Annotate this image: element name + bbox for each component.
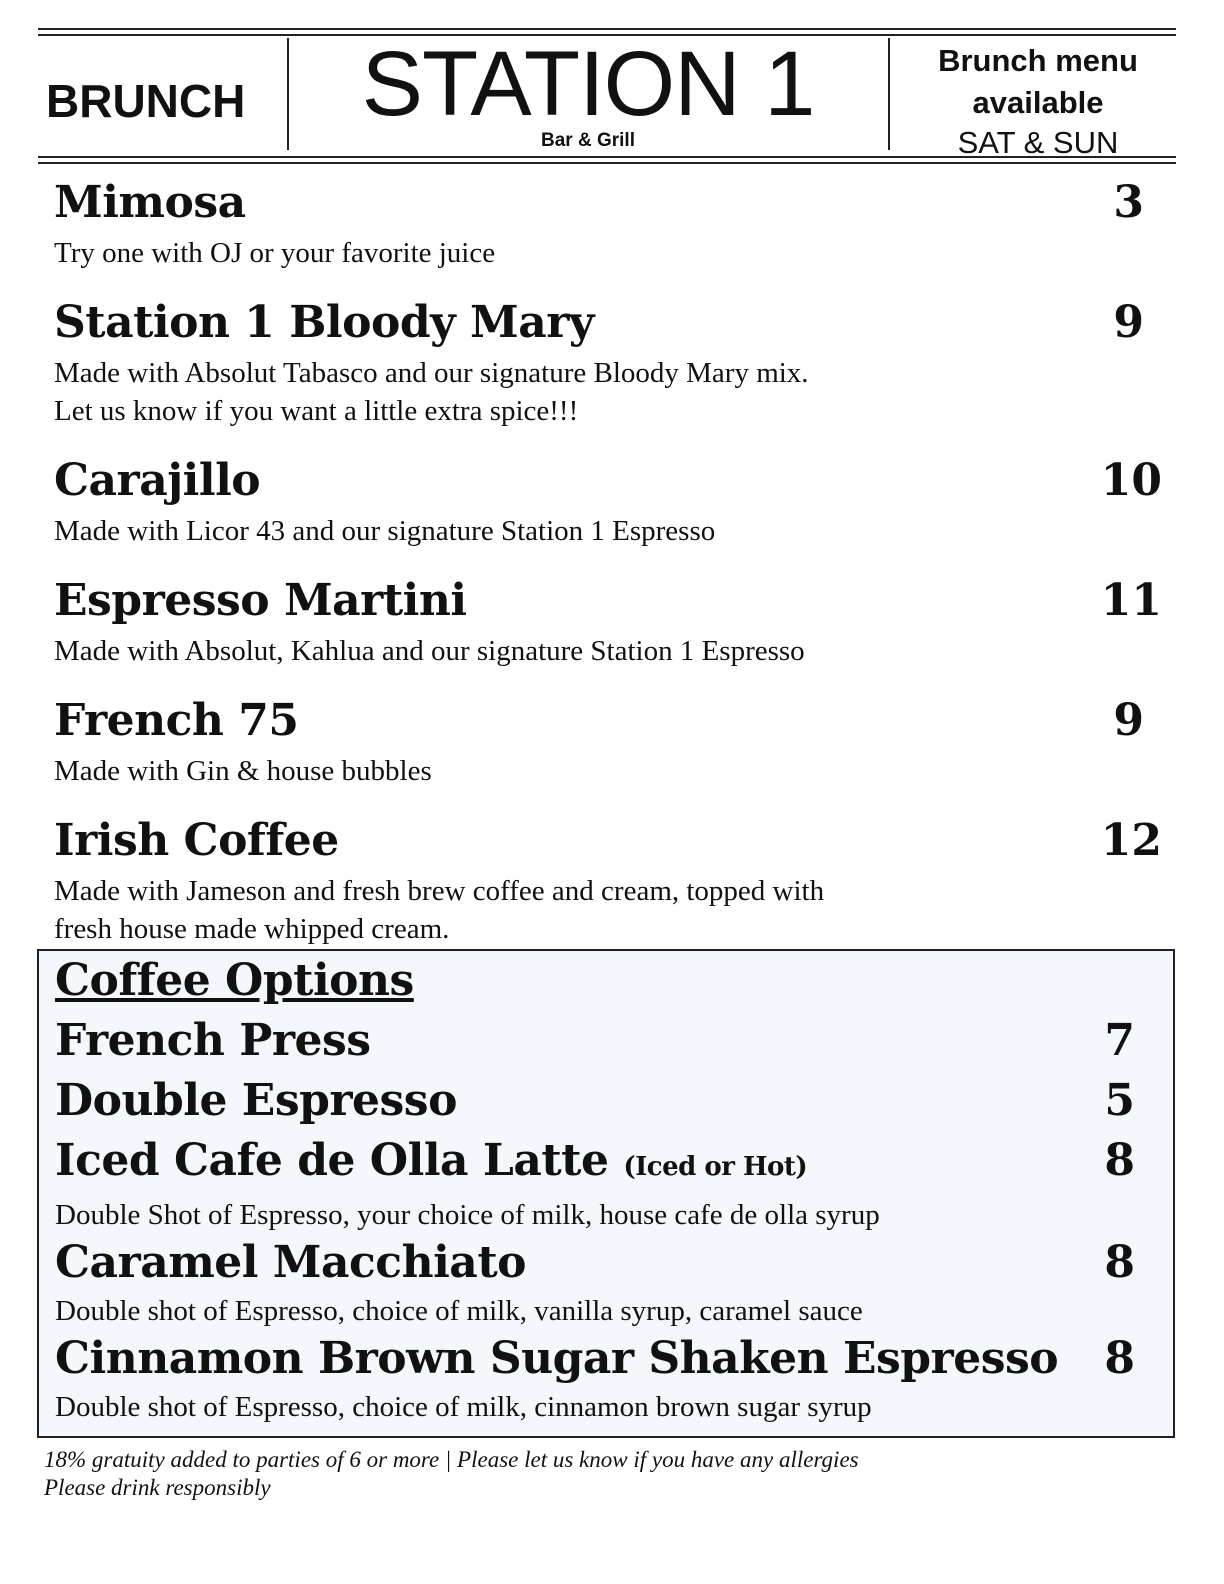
responsibility-note: Please drink responsibly [44,1475,271,1500]
item-price: 9 [1113,695,1144,746]
item-description: Made with Jameson and fresh brew coffee and cream, topped with [54,875,825,907]
item-price: 11 [1100,575,1162,626]
coffee-item-name: Double Espresso [55,1075,457,1126]
availability-note [890,40,1186,162]
drink-list [54,172,1164,968]
brand-subtitle: Bar & Grill [541,130,635,151]
coffee-item-name: French Press [55,1015,371,1066]
coffee-item-price: 7 [1104,1015,1135,1066]
item-price: 10 [1100,455,1162,506]
item-price: 3 [1113,177,1144,228]
gratuity-note: 18% gratuity added to parties of 6 or more | Please let us know if you have any allergies [44,1447,859,1472]
item-description: Try one with OJ or your favorite juice [54,237,496,269]
menu-item-bloody-mary [54,292,1164,430]
item-name: French 75 [54,695,299,746]
coffee-item-name-row [55,1131,1135,1197]
item-description: Made with Absolut, Kahlua and our signature Station 1 Espresso [54,635,805,667]
menu-item-irish-coffee [54,810,1164,948]
coffee-item-cafe-de-olla-latte [55,1131,1135,1233]
item-description: Made with Absolut Tabasco and our signature Bloody Mary mix. [54,357,809,389]
menu-item-french-75 [54,690,1164,790]
coffee-item-name: Cinnamon Brown Sugar Shaken Espresso [55,1333,1059,1384]
menu-footer [44,1446,859,1502]
item-description: fresh house made whipped cream. [54,913,450,945]
coffee-item-price: 8 [1104,1237,1135,1288]
item-name: Irish Coffee [54,815,339,866]
menu-item-carajillo [54,450,1164,550]
item-name: Mimosa [54,177,246,228]
coffee-item-description: Double Shot of Espresso, your choice of milk, house cafe de olla syrup [55,1199,880,1231]
header-bottom-rule-outer [38,162,1176,164]
menu-header [38,33,1176,160]
item-description: Made with Licor 43 and our signature Station 1 Espresso [54,515,716,547]
coffee-item-name: Caramel Macchiato [55,1237,526,1288]
availability-line-1: Brunch menu [938,43,1138,78]
coffee-item-name: Iced Cafe de Olla Latte [55,1135,609,1186]
availability-line-2: available [972,85,1104,120]
item-price: 9 [1113,297,1144,348]
coffee-item-price: 5 [1104,1075,1135,1126]
coffee-item-caramel-macchiato [55,1233,1135,1329]
item-name: Station 1 Bloody Mary [54,297,594,348]
coffee-item-description: Double shot of Espresso, choice of milk, cinnamon brown sugar syrup [55,1391,872,1423]
coffee-options-heading: Coffee Options [55,955,414,1006]
item-description: Let us know if you want a little extra spice!!! [54,395,579,427]
item-name: Carajillo [54,455,261,506]
coffee-item-price: 8 [1104,1333,1135,1384]
brunch-label: BRUNCH [46,75,246,127]
menu-item-mimosa [54,172,1164,272]
coffee-item-shaken-espresso [55,1329,1135,1425]
coffee-item-description: Double shot of Espresso, choice of milk, vanilla syrup, caramel sauce [55,1295,863,1327]
coffee-item-price: 8 [1104,1135,1135,1186]
item-name: Espresso Martini [54,575,467,626]
availability-days: SAT & SUN [957,125,1119,160]
item-price: 12 [1100,815,1162,866]
coffee-item-double-espresso [55,1071,1135,1131]
coffee-item-note: (Iced or Hot) [623,1152,808,1182]
menu-item-espresso-martini [54,570,1164,670]
brand-name: STATION 1 [361,33,815,135]
header-top-rule-outer [38,28,1176,30]
item-description: Made with Gin & house bubbles [54,755,432,787]
coffee-options-box [37,949,1175,1438]
coffee-item-french-press [55,1011,1135,1071]
